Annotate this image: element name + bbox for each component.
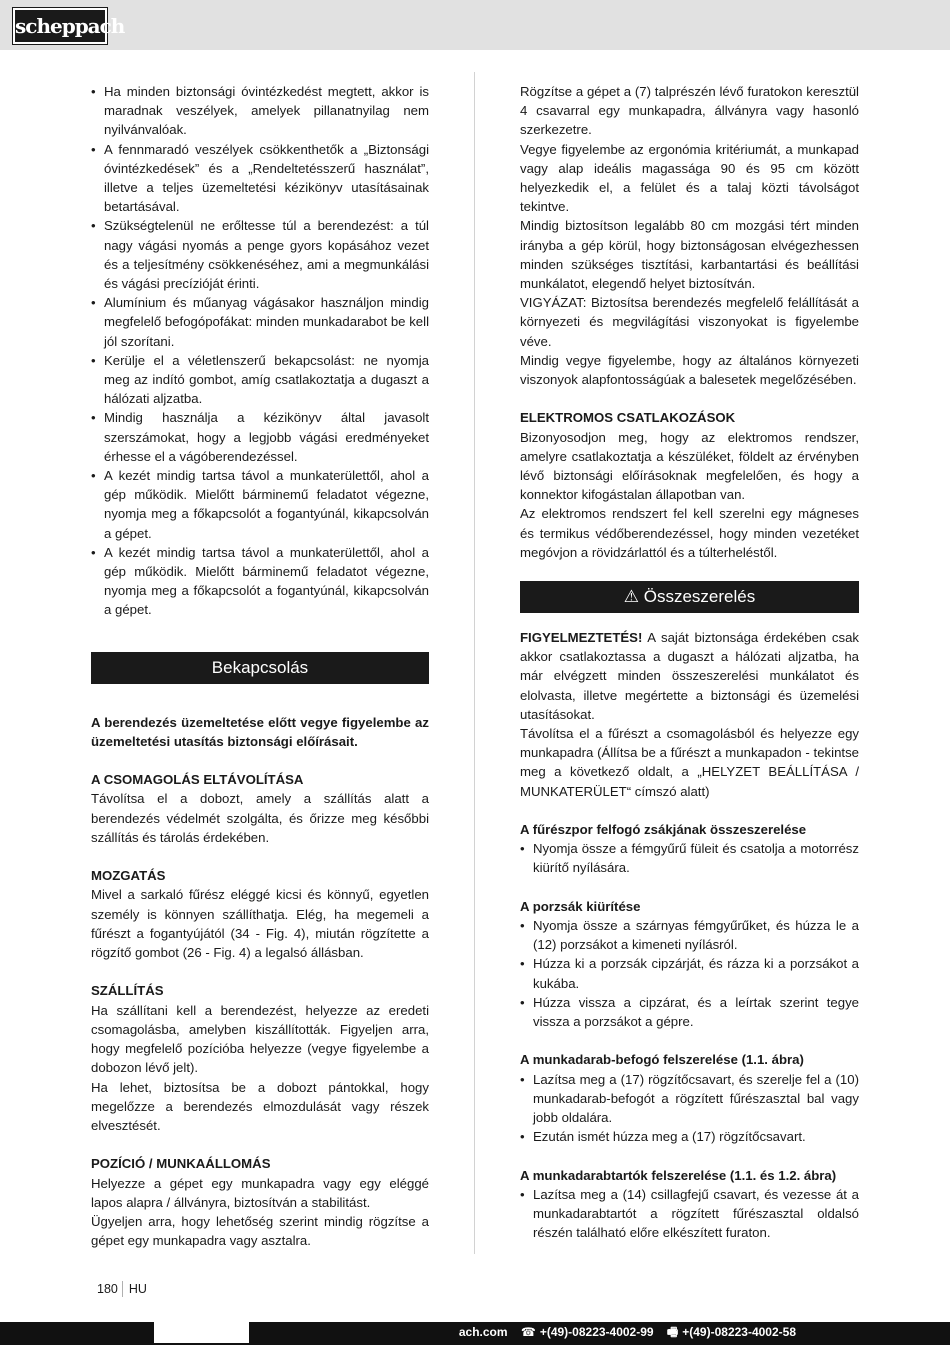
paragraph: Távolítsa el a fűrészt a csomagolásból és helyezze egy munkapadra (Állítsa be a fűrészt a munkapadon - tekintse meg a következő oldalt, a „HELYZET BEÁLLÍTÁSA / MUNKATERÜLET“ címszó alatt) <box>520 726 859 799</box>
paragraph: Mindig biztosítson legalább 80 cm mozgási tért minden irányba a gép körül, hogy biztonságosan elvégezhessen minden szükséges tisztítási, karbantartási és beállítási munkálatot, elegendő helyet biztosítván. <box>520 218 859 292</box>
list-item: • A kezét mindig tartsa távol a munkaterülettől, ahol a gép működik. Mielőtt bárminemű feladatot végezne, nyomja meg a főkapcsolót a fogantyúnál, kikapcsolván a gépet. <box>91 543 429 620</box>
list-item: • Lazítsa meg a (17) rögzítőcsavart, és szerelje fel a (10) munkadarab-befogót a rögzített fűrészasztal bal vagy jobb oldalára. <box>520 1070 859 1128</box>
bullet-list <box>520 1070 859 1147</box>
website-text: ach.com <box>458 1325 508 1339</box>
fax-number: +(49)-08223-4002-58 <box>682 1325 796 1339</box>
paragraph: Az elektromos rendszert fel kell szerelni egy mágneses és termikus védőberendezéssel, hogy minden vezetéket megóvjon a rövidzárlattól és a túlterheléstől. <box>520 506 859 560</box>
heading-position: POZÍCIÓ / MUNKAÁLLOMÁS <box>91 1156 271 1172</box>
safety-bullet-list <box>91 82 429 620</box>
intro-bold-text: A berendezés üzemeltetése előtt vegye figyelembe az üzemeltetési utasítás biztonsági előírásait. <box>91 714 429 749</box>
heading-clamp-mounting: A munkadarab-befogó felszerelése (1.1. ábra) <box>520 1052 804 1068</box>
list-item: • Alumínium és műanyag vágásakor használjon mindig megfelelő befogópofákat: minden munkadarabot be kell jól szorítani. <box>91 293 429 351</box>
left-column <box>91 82 429 1250</box>
paragraph: Helyezze a gépet egy munkapadra vagy egy eléggé lapos alapra / állványra, biztosítván a stabilitást. <box>91 1175 429 1210</box>
contact-info <box>449 1322 796 1343</box>
paragraph: Vegye figyelembe az ergonómia kritériumát, a munkapad vagy alap ideális magassága 90 és 95 cm között helyezkedik el, a felület és a talaj közti távolságot tekintve. <box>520 141 859 215</box>
brand-logo: scheppach <box>13 8 107 44</box>
heading-electrical: ELEKTROMOS CSATLAKOZÁSOK <box>520 410 736 426</box>
contact-bar-gap <box>154 1322 249 1343</box>
phone-number: +(49)-08223-4002-99 <box>539 1325 654 1339</box>
warning-icon: ⚠ <box>623 587 640 607</box>
section-banner-bekapcsolas: Bekapcsolás <box>91 652 429 684</box>
paragraph: Távolítsa el a dobozt, amely a szállítás alatt a berendezés védelmét szolgálta, és őrizze meg későbbi szállítás és tárolás érdekében. <box>91 791 429 845</box>
paragraph: Bizonyosodjon meg, hogy az elektromos rendszer, amelyre csatlakoztatja a készüléket, földelt az érvényben lévő biztonsági előírásoknak megfelelően, és hogy a konnektor kifogástalan állapotban van. <box>520 429 859 503</box>
fax-icon: 🖷 <box>666 1325 679 1339</box>
bullet-list <box>520 1185 859 1243</box>
header-bar <box>0 0 950 50</box>
heading-transport: SZÁLLÍTÁS <box>91 983 164 999</box>
section-banner-osszeszereles <box>520 581 859 613</box>
list-item: • Nyomja össze a fémgyűrű füleit és csatolja a motorrész kiürítő nyílására. <box>520 839 859 877</box>
banner-title: Összeszerelés <box>643 587 756 607</box>
paragraph: Mindig vegye figyelembe, hogy az általános környezeti viszonyok alapfontosságúak a balesetek megelőzésében. <box>520 352 859 388</box>
paragraph: Mivel a sarkaló fűrész eléggé kicsi és könnyű, egyetlen személy is könnyen szállíthatja. Elég, ha megemeli a fűrészt a fogantyújától (34 - Fig. 4), miután rögzítette a rögzítő gombot (26 - Fig. 4) a legalsó állásban. <box>91 887 429 961</box>
heading-support-mounting: A munkadarabtartók felszerelése (1.1. és 1.2. ábra) <box>520 1167 837 1183</box>
list-item: • A kezét mindig tartsa távol a munkaterülettől, ahol a gép működik. Mielőtt bárminemű feladatot végezne, nyomja meg a főkapcsolót a fogantyúnál, kikapcsolván a gépet. <box>91 466 429 543</box>
heading-dust-bag-assembly: A fűrészpor felfogó zsákjának összeszerelése <box>520 822 807 838</box>
paragraph: VIGYÁZAT: Biztosítsa berendezés megfelelő felállítását a környezeti és megvilágítási viszonyokat is figyelembe véve. <box>520 295 859 349</box>
list-item: • Ezután ismét húzza meg a (17) rögzítőcsavart. <box>520 1127 859 1146</box>
bullet-list <box>520 916 859 1031</box>
list-item: • Ha minden biztonsági óvintézkedést megtett, akkor is maradnak veszélyek, amelyek pillanatnyilag nem nyilvánvalóak. <box>91 82 429 140</box>
list-item: • Lazítsa meg a (14) csillagfejű csavart, és vezesse át a munkadarabtartót a rögzített fűrészasztal oldalsó részén található előre elkészített furaton. <box>520 1185 859 1243</box>
list-item: • Szükségtelenül ne erőltesse túl a berendezést: a túl nagy vágási nyomás a penge gyors kopásához vezet és a teljesítmény csökkenéséhez, ami a megmunkálási és vágási precízióját érinti. <box>91 216 429 293</box>
page-footer <box>97 1281 147 1297</box>
list-item: • Húzza ki a porzsák cipzárját, és rázza ki a porzsákot a kukába. <box>520 954 859 992</box>
warning-text: A saját biztonsága érdekében csak akkor csatlakoztassa a dugaszt a hálózati aljzatba, ha már elvégzett minden összeszerelési munkálatot és elolvasta, illetve megértette a biztonsági és üzemelési utasításokat. <box>520 630 859 722</box>
right-column <box>520 82 859 1243</box>
list-item: • A fennmaradó veszélyek csökkenthetők a „Biztonsági óvintézkedések” és a „Rendeltetésszerű használat”, illetve a teljes üzemeltetési kézikönyv utasításainak betartásával. <box>91 140 429 217</box>
paragraph: Rögzítse a gépet a (7) talprészén lévő furatokon keresztül 4 csavarral egy munkapadra, állványra vagy hasonló szerkezetre. <box>520 84 859 138</box>
warning-label: FIGYELMEZTETÉS! <box>520 630 643 646</box>
paragraph: Ha szállítani kell a berendezést, helyezze az eredeti csomagolásba, amelyben kiszállították. Figyeljen arra, hogy megfelelő pozícióba helyezze (vegye figyelembe a dobozon lévő jelt). <box>91 1002 429 1076</box>
list-item: • Mindig használja a kézikönyv által javasolt szerszámokat, hogy a legjobb vágási eredményeket érhesse el a vágóberendezéssel. <box>91 408 429 466</box>
phone-icon: ☎ <box>520 1325 536 1339</box>
paragraph: Ügyeljen arra, hogy lehetőség szerint mindig rögzítse a gépet egy munkapadra vagy asztalra. <box>91 1213 429 1249</box>
heading-moving: MOZGATÁS <box>91 868 166 884</box>
page-number: 180 <box>97 1281 123 1297</box>
list-item: • Húzza vissza a cipzárat, és a leírtak szerint tegye vissza a porzsákot a gépre. <box>520 993 859 1031</box>
paragraph: Ha lehet, biztosítsa be a dobozt pántokkal, hogy megelőzze a berendezés elmozdulását vagy részek elvesztését. <box>91 1079 429 1133</box>
column-divider <box>474 72 475 1254</box>
heading-unpacking: A CSOMAGOLÁS ELTÁVOLÍTÁSA <box>91 772 304 788</box>
contact-bar <box>0 1322 950 1345</box>
bullet-list <box>520 839 859 877</box>
list-item: • Nyomja össze a szárnyas fémgyűrűket, és húzza le a (12) porzsákot a kimeneti nyílásról. <box>520 916 859 954</box>
list-item: • Kerülje el a véletlenszerű bekapcsolást: ne nyomja meg az indító gombot, amíg csatlakoztatja a dugaszt a hálózati aljzatba. <box>91 351 429 409</box>
language-code: HU <box>128 1282 147 1296</box>
warning-paragraph <box>520 628 859 724</box>
heading-dust-bag-emptying: A porzsák kiürítése <box>520 898 641 914</box>
